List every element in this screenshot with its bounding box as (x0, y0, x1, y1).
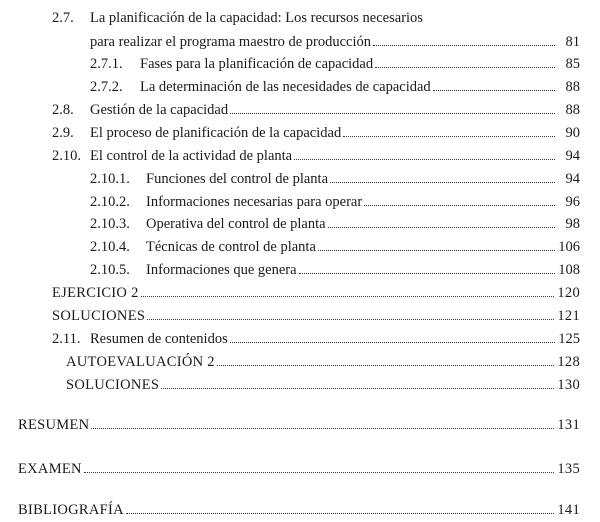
dot-leader (343, 135, 555, 137)
toc-entry-2-10-4[interactable] (90, 239, 580, 256)
toc-entry-2-7-2[interactable] (90, 79, 580, 96)
dot-leader (217, 364, 554, 366)
dot-leader (375, 66, 555, 68)
toc-title: AUTOEVALUACIÓN 2 (66, 354, 215, 370)
toc-number: 2.7.1. (90, 56, 123, 72)
toc-entry-2-7-1[interactable] (90, 56, 580, 73)
toc-title: Resumen de contenidos (90, 331, 228, 347)
toc-number: 2.10.3. (90, 216, 130, 232)
toc-title: EXAMEN (18, 461, 82, 477)
toc-title: para realizar el programa maestro de producción (90, 34, 371, 50)
toc-title: Operativa del control de planta (146, 216, 326, 232)
toc-page: 88 (565, 79, 580, 95)
toc-entry-resumen[interactable] (18, 417, 580, 434)
dot-leader (318, 249, 555, 251)
dot-leader (230, 341, 555, 343)
dot-leader (161, 387, 554, 389)
toc-number: 2.7.2. (90, 79, 123, 95)
toc-title: La determinación de las necesidades de capacidad (140, 79, 431, 95)
dot-leader (299, 272, 555, 274)
toc-page: 88 (565, 102, 580, 118)
toc-page: 106 (558, 239, 580, 255)
toc-entry-soluciones-1[interactable] (52, 308, 580, 325)
toc-page: 108 (558, 262, 580, 278)
toc-title: SOLUCIONES (52, 308, 146, 324)
toc-page: 121 (557, 308, 580, 324)
toc-title: BIBLIOGRAFÍA (18, 502, 124, 518)
toc-title: Gestión de la capacidad (90, 102, 229, 118)
toc-page: 141 (557, 502, 580, 518)
dot-leader (364, 204, 555, 206)
toc-entry-examen[interactable] (18, 461, 580, 478)
toc-entry-2-10[interactable] (52, 148, 580, 165)
toc-entry-ejercicio-2[interactable] (52, 285, 580, 302)
toc-page: 128 (557, 354, 580, 370)
dot-leader (294, 158, 555, 160)
toc-entry-2-7-line1 (52, 10, 423, 27)
toc-title: Informaciones que genera (146, 262, 297, 278)
toc-entry-2-10-1[interactable] (90, 171, 580, 188)
dot-leader (330, 181, 555, 183)
toc-entry-2-10-3[interactable] (90, 216, 580, 233)
dot-leader (328, 226, 555, 228)
toc-title: Funciones del control de planta (146, 171, 329, 187)
toc-page: 94 (565, 148, 580, 164)
toc-number: 2.10. (52, 148, 81, 164)
toc-page: 94 (565, 171, 580, 187)
toc-page: 85 (565, 56, 580, 72)
toc-page: 125 (558, 331, 580, 347)
toc-number: 2.10.1. (90, 171, 130, 187)
toc-page: 90 (565, 125, 580, 141)
toc-entry-2-7[interactable] (90, 34, 580, 51)
toc-title: El control de la actividad de planta (90, 148, 293, 164)
toc-title: Fases para la planificación de capacidad (140, 56, 374, 72)
toc-number: 2.7. (52, 10, 74, 26)
toc-number: 2.11. (52, 331, 81, 347)
toc-page: 130 (557, 377, 580, 393)
dot-leader (230, 112, 555, 114)
toc-page: 96 (565, 194, 580, 210)
toc-page: 131 (557, 417, 580, 433)
toc-page: 98 (565, 216, 580, 232)
dot-leader (433, 89, 555, 91)
dot-leader (84, 471, 555, 473)
toc-title: EJERCICIO 2 (52, 285, 139, 301)
toc-number: 2.10.4. (90, 239, 130, 255)
toc-number: 2.10.5. (90, 262, 130, 278)
dot-leader (91, 427, 554, 429)
toc-page: 135 (557, 461, 580, 477)
toc-entry-soluciones-2[interactable] (66, 377, 580, 394)
toc-entry-2-8[interactable] (52, 102, 580, 119)
dot-leader (141, 295, 555, 297)
dot-leader (147, 318, 554, 320)
dot-leader (373, 44, 555, 46)
toc-entry-bibliografia[interactable] (18, 502, 580, 519)
toc-title: RESUMEN (18, 417, 90, 433)
toc-page: 81 (565, 34, 580, 50)
toc-title: Informaciones necesarias para operar (146, 194, 363, 210)
toc-entry-autoevaluacion-2[interactable] (66, 354, 580, 371)
toc-entry-2-9[interactable] (52, 125, 580, 142)
toc-page: 120 (557, 285, 580, 301)
toc-title: Técnicas de control de planta (146, 239, 316, 255)
toc-title-line1: La planificación de la capacidad: Los recursos necesarios (90, 10, 423, 26)
toc-title: El proceso de planificación de la capacidad (90, 125, 342, 141)
toc-entry-2-10-5[interactable] (90, 262, 580, 279)
dot-leader (126, 512, 554, 514)
toc-entry-2-11[interactable] (52, 331, 580, 348)
toc-title: SOLUCIONES (66, 377, 160, 393)
toc-number: 2.9. (52, 125, 74, 141)
toc-number: 2.8. (52, 102, 74, 118)
toc-entry-2-10-2[interactable] (90, 194, 580, 211)
toc-number: 2.10.2. (90, 194, 130, 210)
